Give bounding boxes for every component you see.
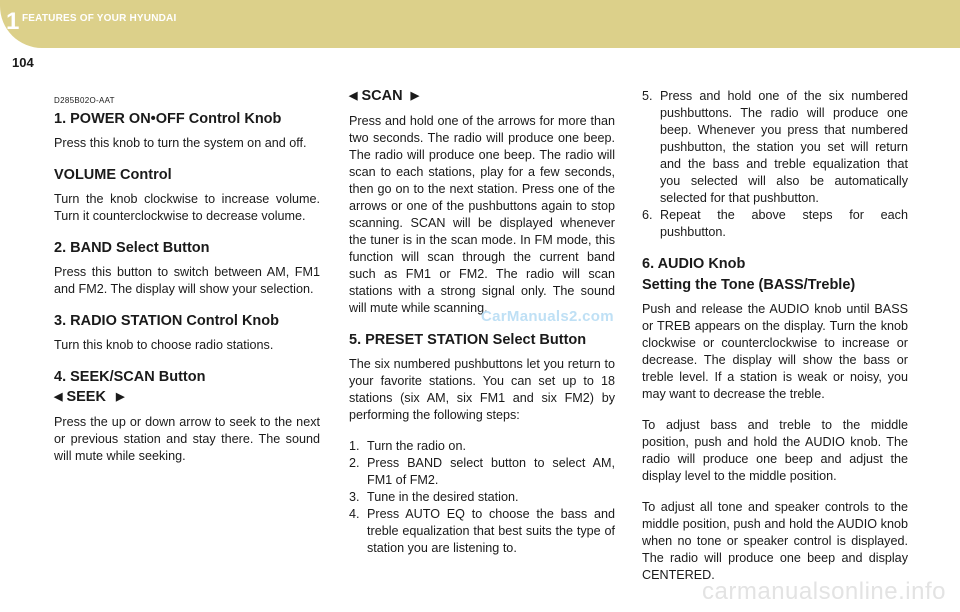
list-item: 3. Tune in the desired station. xyxy=(349,490,519,504)
heading-seek-scan: 4. SEEK/SCAN Button xyxy=(54,369,206,385)
right-triangle-icon: ▶ xyxy=(410,90,420,102)
paragraph-preset: The six numbered pushbuttons let you return to your favorite stations. You can set up to 18 stations (six AM, six FM1 and six FM2) by performing the following steps: xyxy=(349,357,615,422)
preset-steps-list xyxy=(349,438,615,557)
heading-preset-station: 5. PRESET STATION Select Button xyxy=(349,332,587,348)
page-number: 104 xyxy=(12,55,34,70)
heading-volume: VOLUME Control xyxy=(54,167,172,183)
seek-label-row xyxy=(54,389,320,406)
paragraph-tone-3: To adjust all tone and speaker controls to the middle position, push and hold the AUDIO knob when no tone or speaker control is displayed. The radio will produce one beep and display CENTERED. xyxy=(642,500,908,582)
left-triangle-icon: ◀ xyxy=(54,391,63,403)
right-triangle-icon: ▶ xyxy=(115,391,125,403)
left-triangle-icon: ◀ xyxy=(349,90,358,102)
paragraph-band: Press this button to switch between AM, FM1 and FM2. The display will show your selection. xyxy=(54,265,320,296)
paragraph-tone-1: Push and release the AUDIO knob until BASS or TREB appears on the display. Turn the knob clockwise or counterclockwise to increase or decrease. The display will show the bass or treble level. If a station is weak or noisy, you may want to decrease the treble. xyxy=(642,302,908,401)
column-right xyxy=(642,88,908,598)
list-item: 5. Press and hold one of the six numbered pushbuttons. The radio will produce one beep. Whenever you press that numbered pushbutton, the station you set will return and the bass and treble equalization that you selected will also be automatically selected for that pushbutton. xyxy=(642,89,908,205)
heading-band: 2. BAND Select Button xyxy=(54,240,210,256)
heading-audio-knob: 6. AUDIO Knob xyxy=(642,256,746,272)
heading-radio-station: 3. RADIO STATION Control Knob xyxy=(54,313,279,329)
column-left xyxy=(54,92,320,479)
watermark-footer: carmanualsonline.info xyxy=(702,578,946,605)
paragraph-power: Press this knob to turn the system on and off. xyxy=(54,136,307,150)
list-item: 1. Turn the radio on. xyxy=(349,439,466,453)
watermark-center: CarManuals2.com xyxy=(481,308,614,325)
seek-label: SEEK xyxy=(66,389,106,405)
scan-label: SCAN xyxy=(361,88,403,104)
list-item: 2. Press BAND select button to select AM, FM1 of FM2. xyxy=(349,456,615,487)
paragraph-radio-station: Turn this knob to choose radio stations. xyxy=(54,338,274,352)
paragraph-tone-2: To adjust bass and treble to the middle position, push and hold the AUDIO knob. The radio will produce one beep and adjust the display level to the middle position. xyxy=(642,418,908,483)
heading-power-knob: 1. POWER ON•OFF Control Knob xyxy=(54,111,282,127)
chapter-header-bar xyxy=(0,0,960,48)
scan-label-row xyxy=(349,88,615,105)
paragraph-scan: Press and hold one of the arrows for more than two seconds. The radio will produce one beep. The radio will produce one beep. The radio will scan to each stations, play for a few seconds, then go on to the next station. Press one of the arrows or one of the pushbuttons again to stop scanning. SCAN will be displayed whenever the tuner is in the scan mode. In FM mode, this function will scan through the current band such as FM1 or FM2. The radio will scan stations with a strong signal only. The sound will mute while scanning. xyxy=(349,114,615,315)
paragraph-volume: Turn the knob clockwise to increase volume. Turn it counterclockwise to decrease volume. xyxy=(54,192,320,223)
heading-setting-tone: Setting the Tone (BASS/Treble) xyxy=(642,277,856,293)
chapter-title: FEATURES OF YOUR HYUNDAI xyxy=(22,13,177,24)
list-item: 6. Repeat the above steps for each pushbutton. xyxy=(642,208,908,239)
section-code: D285B02O-AAT xyxy=(54,96,115,105)
list-item: 4. Press AUTO EQ to choose the bass and treble equalization that best suits the type of station you are listening to. xyxy=(349,507,615,555)
preset-steps-list-continued xyxy=(642,88,908,241)
paragraph-seek: Press the up or down arrow to seek to the next or previous station and stay there. The sound will mute while seeking. xyxy=(54,415,320,463)
chapter-number: 1 xyxy=(6,8,20,35)
